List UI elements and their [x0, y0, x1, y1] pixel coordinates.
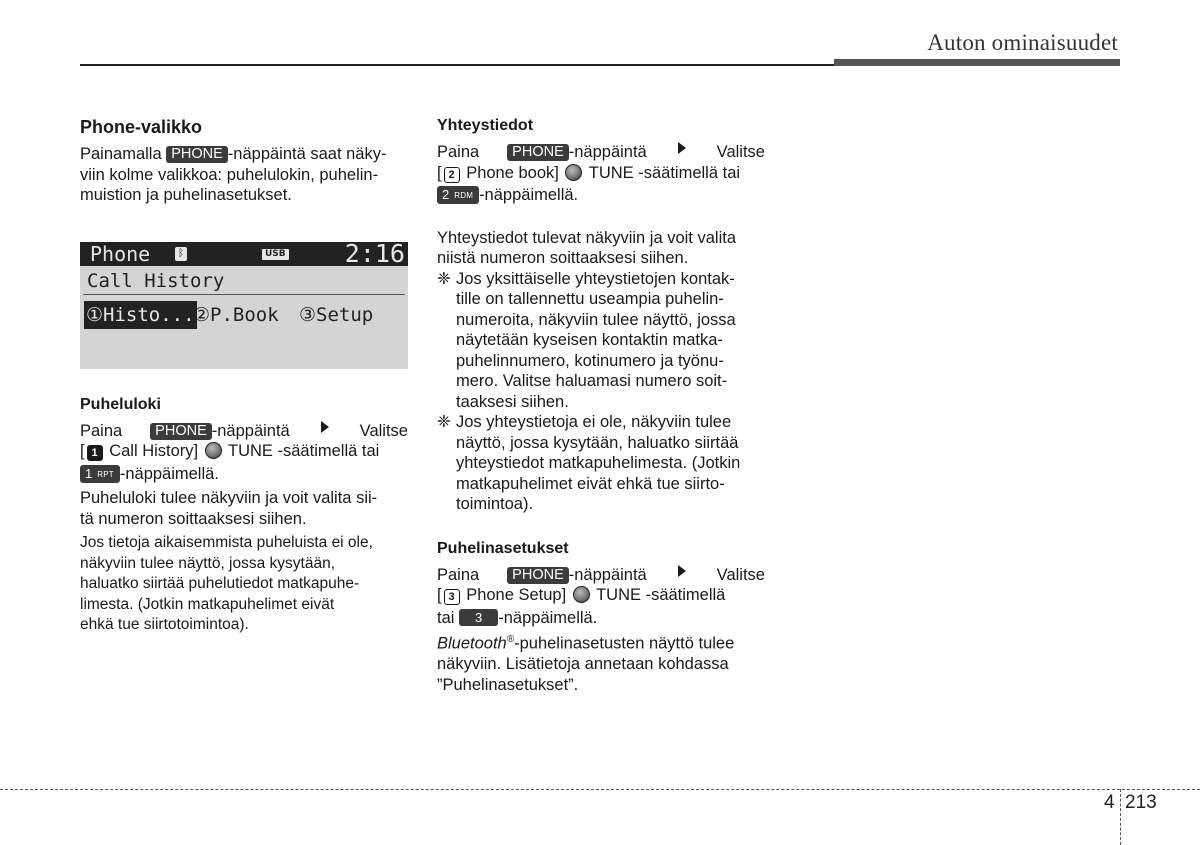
bluetooth-icon: ᛒ: [175, 247, 187, 261]
instruction-line: [437, 608, 765, 629]
text: Jos yhteystietoja ei ole, näkyviin tulee: [456, 413, 732, 431]
text: Painamalla: [80, 145, 167, 163]
text: -näppäimellä.: [479, 186, 579, 204]
text: -näppäintä saat näky-: [227, 145, 387, 163]
text: Valitse: [716, 565, 765, 584]
text: näkyviin tulee näyttö, jossa kysytään,: [80, 554, 336, 572]
text: Puheluloki tulee näkyviin ja voit valita sii-: [80, 489, 378, 507]
header-rule-accent: [834, 59, 1120, 66]
text: Phone book]: [466, 163, 559, 182]
text: toimintoa).: [456, 495, 534, 513]
note-mark-icon: ❈: [437, 413, 451, 431]
left-column: [80, 116, 408, 636]
instruction-line: [437, 585, 765, 606]
arrow-right-icon: [321, 421, 329, 433]
text: yhteystiedot matkapuhelimesta. (Jotkin: [456, 454, 741, 472]
text: -näppäimellä.: [119, 464, 219, 483]
instruction-line: [80, 441, 408, 462]
text: [: [80, 442, 85, 460]
section-title-yhteystiedot: Yhteystiedot: [437, 117, 534, 134]
instruction-line: [437, 163, 765, 184]
instruction-line: [437, 565, 765, 586]
text: taaksesi siihen.: [456, 392, 569, 411]
text: näytetään kyseisen kontaktin matka-: [456, 331, 723, 349]
text: matkapuhelimet eivät ehkä tue siirto-: [456, 474, 725, 493]
header-rule: [80, 64, 840, 66]
registered-mark: ®: [506, 634, 515, 645]
key-3: [459, 609, 498, 626]
screen-clock: 2:16: [344, 238, 405, 268]
text: näkyviin. Lisätietoja annetaan kohdassa: [437, 655, 729, 673]
arrow-right-icon: [678, 565, 686, 577]
key-sublabel: RDM: [454, 191, 474, 200]
section-title-phone-valikko: Phone-valikko: [80, 117, 203, 137]
text: ”Puhelinasetukset”.: [437, 675, 579, 694]
arrow-right-icon: [678, 142, 686, 154]
section-title-puhelinasetukset: Puhelinasetukset: [437, 539, 569, 557]
paragraph: [80, 533, 408, 636]
text: TUNE -säätimellä: [596, 586, 726, 604]
tune-knob-icon: [205, 442, 222, 459]
number-3-icon: 3: [444, 589, 460, 605]
text: limesta. (Jotkin matkapuhelimet eivät: [80, 595, 335, 613]
text: muistion ja puhelinasetukset.: [80, 186, 292, 204]
note-item: [437, 412, 765, 515]
instruction-line: [80, 464, 408, 485]
instruction-line: [437, 142, 765, 163]
key-2-rdm: [437, 186, 479, 204]
phone-key: PHONE: [166, 146, 228, 163]
text: [507, 565, 647, 586]
text: viin kolme valikkoa: puhelulokin, puhelin-: [80, 165, 379, 184]
text: tille on tallennettu useampia puhelin-: [456, 290, 724, 308]
tune-knob-icon: [565, 164, 582, 181]
text: -näppäintä: [568, 143, 647, 161]
text: Jos tietoja aikaisemmista puheluista ei ole,: [80, 534, 373, 551]
paragraph: [437, 630, 765, 695]
text: [456, 412, 765, 515]
page-number: 213: [1125, 792, 1157, 813]
phone-screen-image: [80, 238, 408, 369]
chapter-number: 4: [1104, 792, 1115, 813]
text: TUNE -säätimellä tai: [588, 163, 741, 182]
text: Bluetooth: [437, 634, 507, 653]
text: haluatko siirtää puhelutiedot matkapuhe-: [80, 575, 360, 592]
text: niistä numeron soittaaksesi siihen.: [437, 249, 689, 267]
text: [150, 421, 290, 442]
text: Call History]: [109, 442, 199, 460]
text: puhelinnumero, kotinumero ja työnu-: [456, 351, 724, 370]
phone-key: PHONE: [507, 567, 569, 584]
text: Paina: [437, 565, 480, 584]
text: näyttö, jossa kysytään, haluatko siirtää: [456, 433, 739, 452]
text: -puhelinasetusten näyttö tulee: [514, 634, 735, 653]
phone-key: PHONE: [507, 144, 569, 161]
key-number: 3: [475, 609, 483, 625]
paragraph: [437, 228, 765, 269]
instruction-line: [80, 421, 408, 442]
text: [: [437, 163, 442, 182]
text: [507, 142, 647, 163]
screen-subtitle: Call History: [87, 269, 225, 292]
text: -näppäintä: [568, 565, 647, 584]
text: ehkä tue siirtotoimintoa).: [80, 616, 249, 633]
screen-title: Phone: [90, 241, 151, 266]
screen-menu-phonebook: ②P.Book: [193, 303, 279, 326]
instruction-line: [437, 185, 765, 206]
text: Paina: [437, 143, 480, 161]
screen-divider: [83, 294, 405, 295]
footer-rule: [0, 789, 1200, 790]
text: [456, 269, 765, 413]
text: -näppäintä: [211, 421, 290, 440]
screen-menu-setup: ③Setup: [299, 303, 374, 326]
number-1-icon: 1: [87, 445, 103, 461]
paragraph: [80, 488, 408, 529]
text: Yhteystiedot tulevat näkyviin ja voit valita: [437, 228, 736, 247]
note-item: [437, 269, 765, 413]
phone-key: PHONE: [150, 423, 212, 440]
key-number: 2: [442, 187, 450, 202]
key-1-rpt: [80, 465, 120, 483]
key-number: 1: [85, 465, 93, 481]
screen-menu-history: ①Histo...: [84, 301, 197, 329]
text: numeroita, näkyviin tulee näyttö, jossa: [456, 310, 736, 329]
text: Valitse: [716, 143, 765, 161]
footer-divider: [1120, 789, 1121, 845]
text: TUNE -säätimellä tai: [228, 442, 380, 460]
running-header: Auton ominaisuudet: [927, 30, 1118, 55]
text: Jos yksittäiselle yhteystietojen kontak-: [456, 269, 735, 288]
text: Paina: [80, 421, 123, 440]
text: -näppäimellä.: [498, 608, 598, 627]
number-2-icon: 2: [444, 167, 460, 183]
text: Valitse: [359, 421, 408, 440]
intro-paragraph: [80, 144, 408, 206]
text: [: [437, 586, 442, 604]
text: mero. Valitse haluamasi numero soit-: [456, 372, 728, 390]
text: tä numeron soittaaksesi siihen.: [80, 509, 307, 528]
key-sublabel: RPT: [97, 469, 114, 479]
note-mark-icon: ❈: [437, 269, 451, 288]
text: Phone Setup]: [466, 586, 567, 604]
usb-icon: USB: [262, 249, 289, 260]
right-column: [437, 116, 765, 695]
tune-knob-icon: [573, 586, 590, 603]
section-title-puheluloki: Puheluloki: [80, 395, 161, 413]
text: tai: [437, 608, 455, 627]
